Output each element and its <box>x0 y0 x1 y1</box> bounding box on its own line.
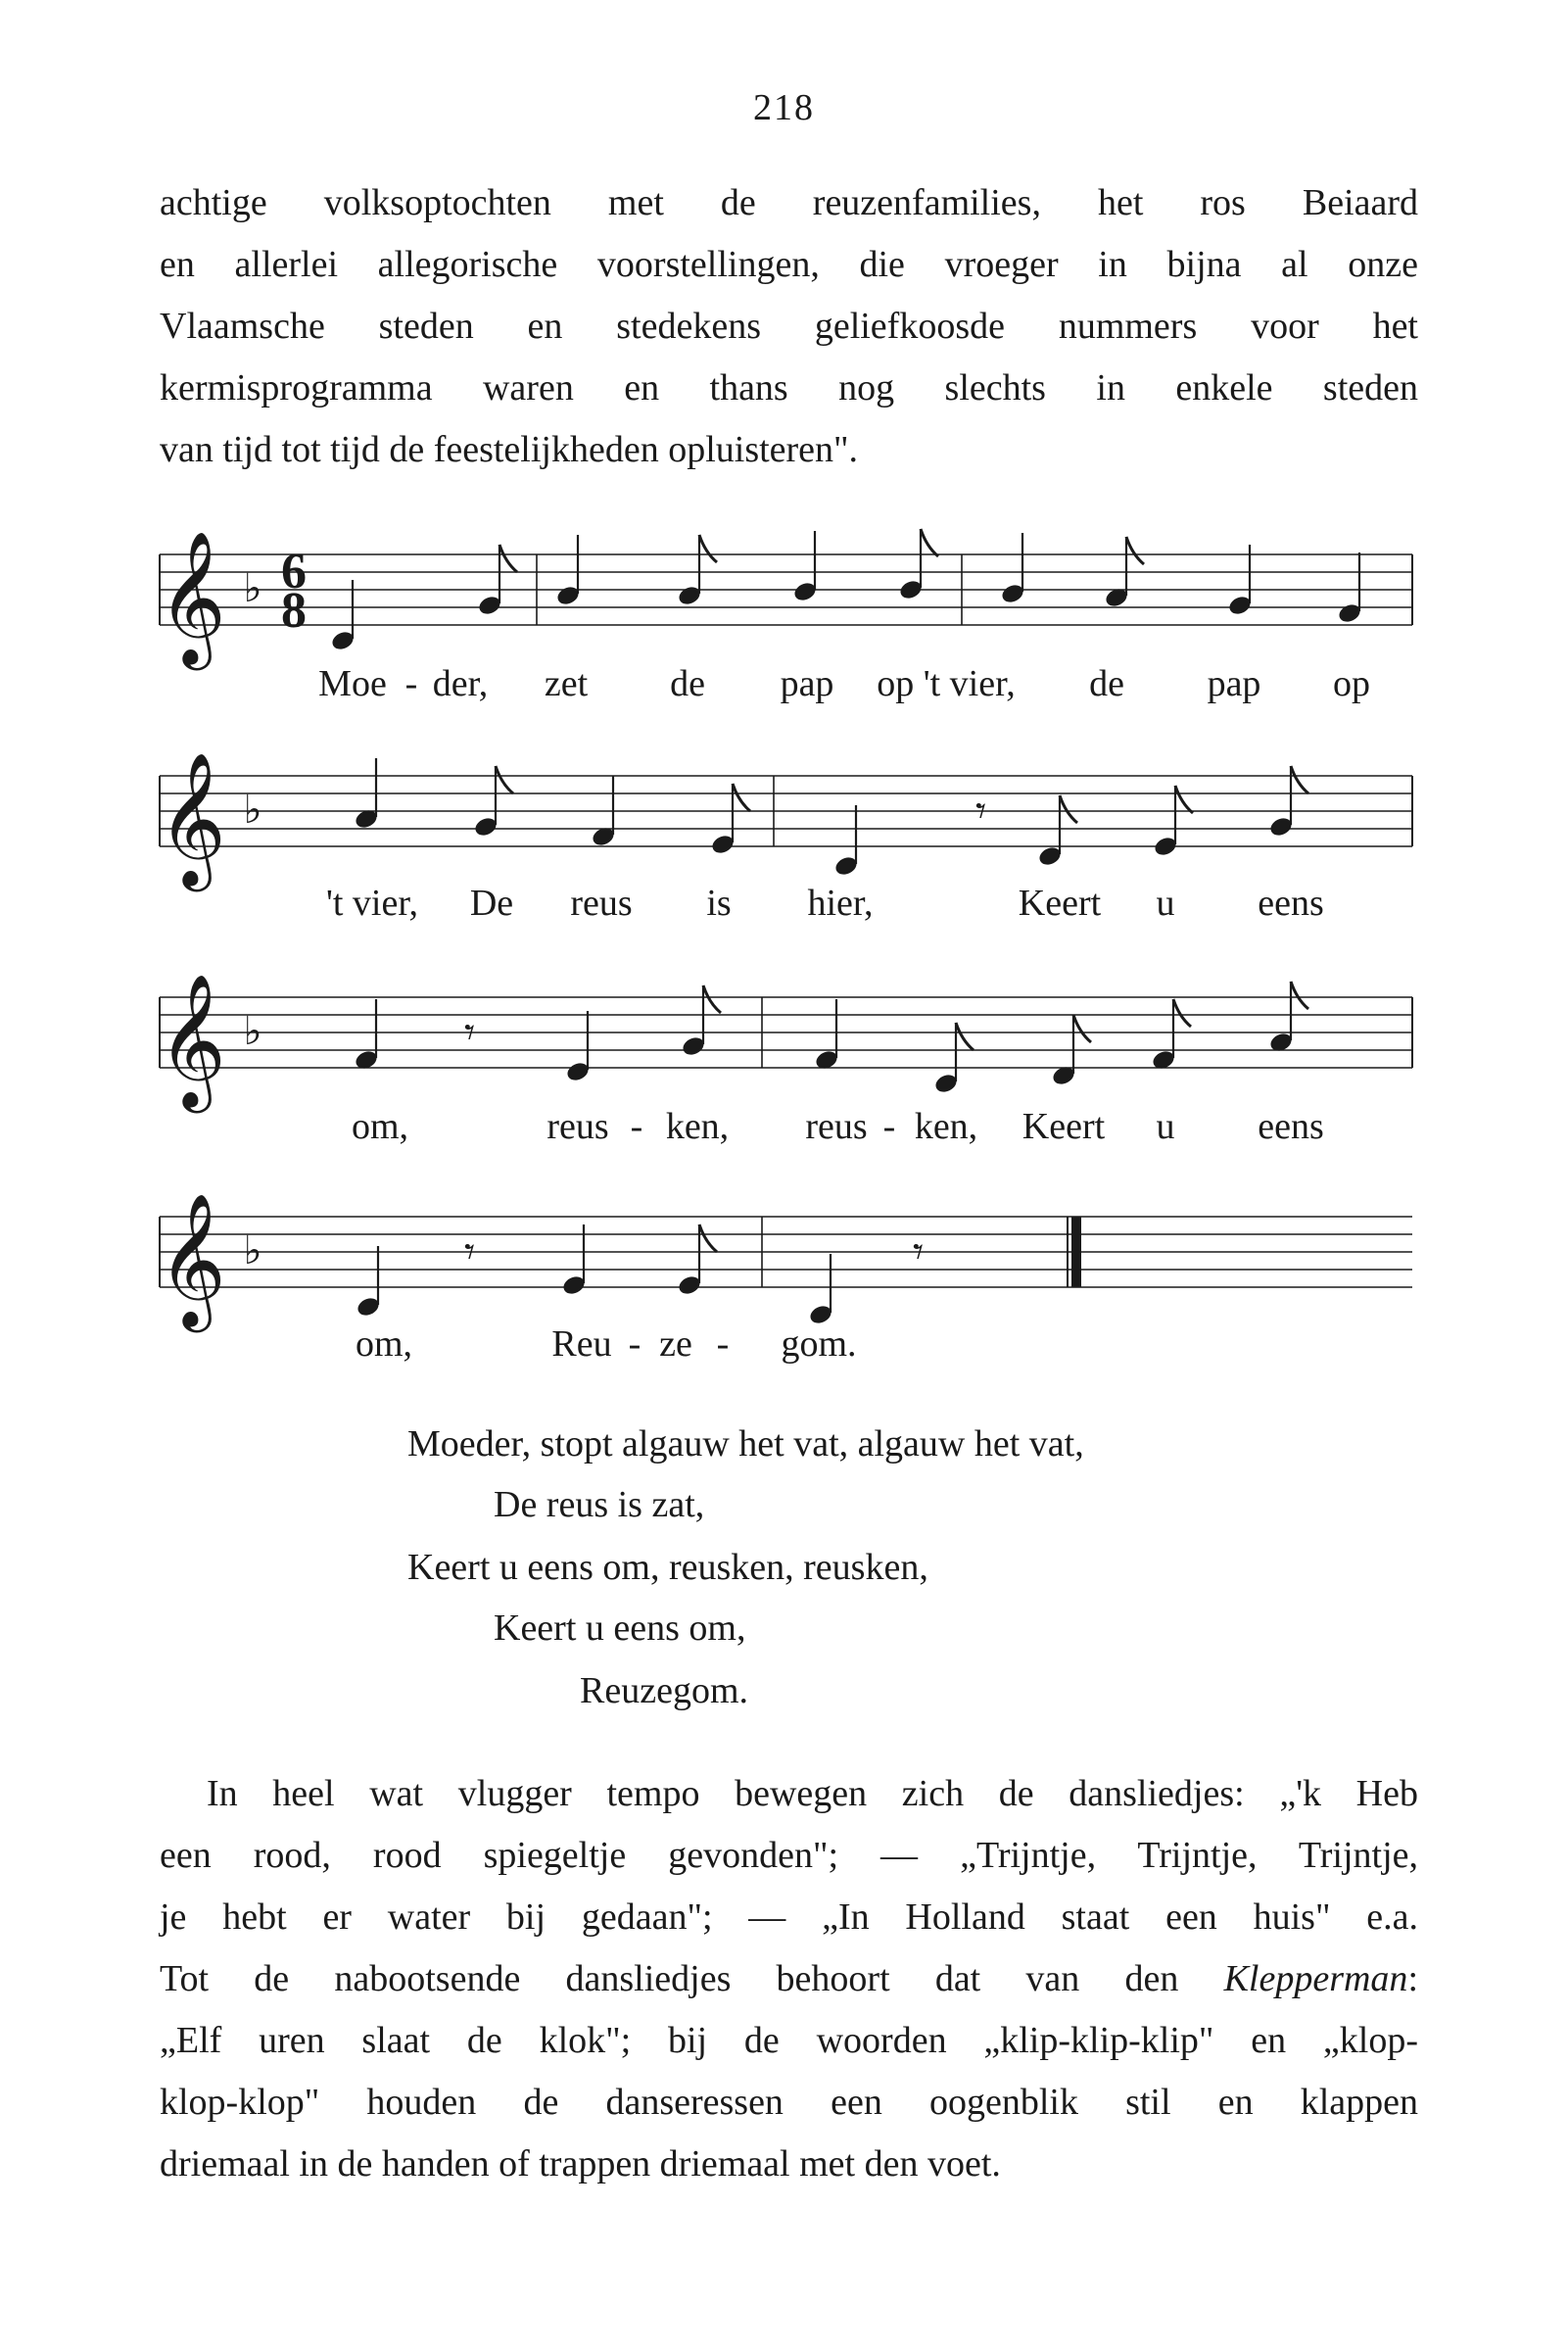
verse-line: Keert u eens om, <box>494 1608 746 1649</box>
lyric: - <box>630 1106 643 1147</box>
lyric: de <box>670 663 705 704</box>
lyric: om, <box>351 1106 409 1147</box>
note-flag <box>1291 766 1308 793</box>
treble-clef-icon: 𝄞 <box>158 972 226 1107</box>
lyric: - <box>716 1323 730 1365</box>
lyric: eens <box>1258 1106 1324 1147</box>
lyric: Reu <box>551 1323 612 1365</box>
lyric: - <box>882 1106 896 1147</box>
lyric: der, <box>432 663 489 704</box>
page-number: 218 <box>753 87 815 128</box>
intro-line: kermisprogramma waren en thans nog slechts in enkele steden <box>160 367 1418 408</box>
lyric: pap <box>1207 663 1261 704</box>
verse-line: Moeder, stopt algauw het vat, algauw het vat, <box>407 1423 1084 1464</box>
closing-paragraph <box>160 1763 1418 2195</box>
note-flag <box>956 1023 974 1050</box>
closing-line-text: Tot de nabootsende dansliedjes behoort dat van den <box>160 1958 1224 1999</box>
lyric: is <box>706 883 732 924</box>
lyric: - <box>404 663 418 704</box>
flat-icon: ♭ <box>243 566 262 611</box>
lyric: ken, <box>914 1106 978 1147</box>
lyric: Keert <box>1018 883 1102 924</box>
note-flag <box>921 529 938 556</box>
lyric: De <box>469 883 514 924</box>
eighth-rest-icon: 𝄾 <box>464 1008 476 1056</box>
lyric: hier, <box>807 883 874 924</box>
treble-clef-icon: 𝄞 <box>158 750 226 886</box>
closing-line: In heel wat vlugger tempo bewegen zich de dansliedjes: „'k Heb <box>207 1773 1418 1814</box>
note-flag <box>699 1224 717 1252</box>
lyric: zet <box>544 663 589 704</box>
time-signature-bottom: 8 <box>281 583 307 639</box>
lyric: - <box>628 1323 641 1365</box>
lyric: ze <box>659 1323 692 1365</box>
lyric: u <box>1156 883 1175 924</box>
closing-line: je hebt er water bij gedaan"; — „In Holland staat een huis" e.a. <box>160 1896 1418 1938</box>
lyric: op <box>1333 663 1370 704</box>
lyric: ken, <box>665 1106 730 1147</box>
eighth-rest-icon: 𝄾 <box>913 1227 925 1275</box>
flat-icon: ♭ <box>243 1228 262 1273</box>
note-flag <box>703 985 721 1013</box>
intro-line: en allerlei allegorische voorstellingen, die vroeger in bijna al onze <box>160 244 1418 285</box>
lyric: op 't vier, <box>877 663 1016 704</box>
verse-line: Keert u eens om, reusken, reusken, <box>407 1547 928 1588</box>
lyric: om, <box>355 1323 413 1365</box>
flat-icon: ♭ <box>243 1009 262 1054</box>
lyric: Moe <box>318 663 387 704</box>
final-barline <box>1071 1217 1081 1287</box>
lyric: reus <box>546 1106 609 1147</box>
flat-icon: ♭ <box>243 788 262 833</box>
eighth-rest-icon: 𝄾 <box>464 1227 476 1275</box>
verse-line: De reus is zat, <box>494 1484 705 1525</box>
eighth-rest-icon: 𝄾 <box>975 787 987 835</box>
note-flag <box>1126 537 1144 564</box>
note-flag <box>733 784 750 811</box>
note-flag <box>699 535 717 562</box>
closing-line-colon: : <box>1407 1958 1418 1999</box>
closing-line: een rood, rood spiegeltje gevonden"; — „Trijntje, Trijntje, Trijntje, <box>160 1835 1418 1876</box>
lyric: reus <box>805 1106 868 1147</box>
verse-line: Reuzegom. <box>580 1670 749 1711</box>
note-flag <box>1060 795 1077 823</box>
treble-clef-icon: 𝄞 <box>158 1191 226 1326</box>
intro-line: van tijd tot tijd de feestelijkheden opluisteren". <box>160 429 859 470</box>
note-flag <box>1073 1015 1091 1042</box>
closing-line: „Elf uren slaat de klok"; bij de woorden „klip-klip-klip" en „klop- <box>160 2020 1418 2061</box>
lyric: de <box>1089 663 1124 704</box>
note-flag <box>499 545 517 572</box>
treble-clef-icon: 𝄞 <box>158 529 226 664</box>
time-signature-top: 6 <box>281 544 307 600</box>
closing-line: driemaal in de handen of trappen driemaal met den voet. <box>160 2143 1001 2184</box>
lyric: Keert <box>1022 1106 1106 1147</box>
lyric: pap <box>780 663 834 704</box>
lyric: u <box>1156 1106 1175 1147</box>
lyric: 't vier, <box>326 883 418 924</box>
note-flag <box>1173 999 1191 1027</box>
klepperman-title: Klepperman <box>1223 1958 1408 1999</box>
lyric: eens <box>1258 883 1324 924</box>
note-flag <box>1291 982 1308 1009</box>
note-flag <box>496 766 513 793</box>
lyric: gom. <box>781 1323 857 1365</box>
closing-line: klop-klop" houden de danseressen een oogenblik stil en klappen <box>160 2082 1418 2123</box>
intro-line: Vlaamsche steden en stedekens geliefkoosde nummers voor het <box>160 306 1418 347</box>
intro-line: achtige volksoptochten met de reuzenfamilies, het ros Beiaard <box>160 182 1418 223</box>
note-flag <box>1175 786 1193 813</box>
lyric: reus <box>570 883 633 924</box>
closing-line <box>160 1948 1418 2010</box>
